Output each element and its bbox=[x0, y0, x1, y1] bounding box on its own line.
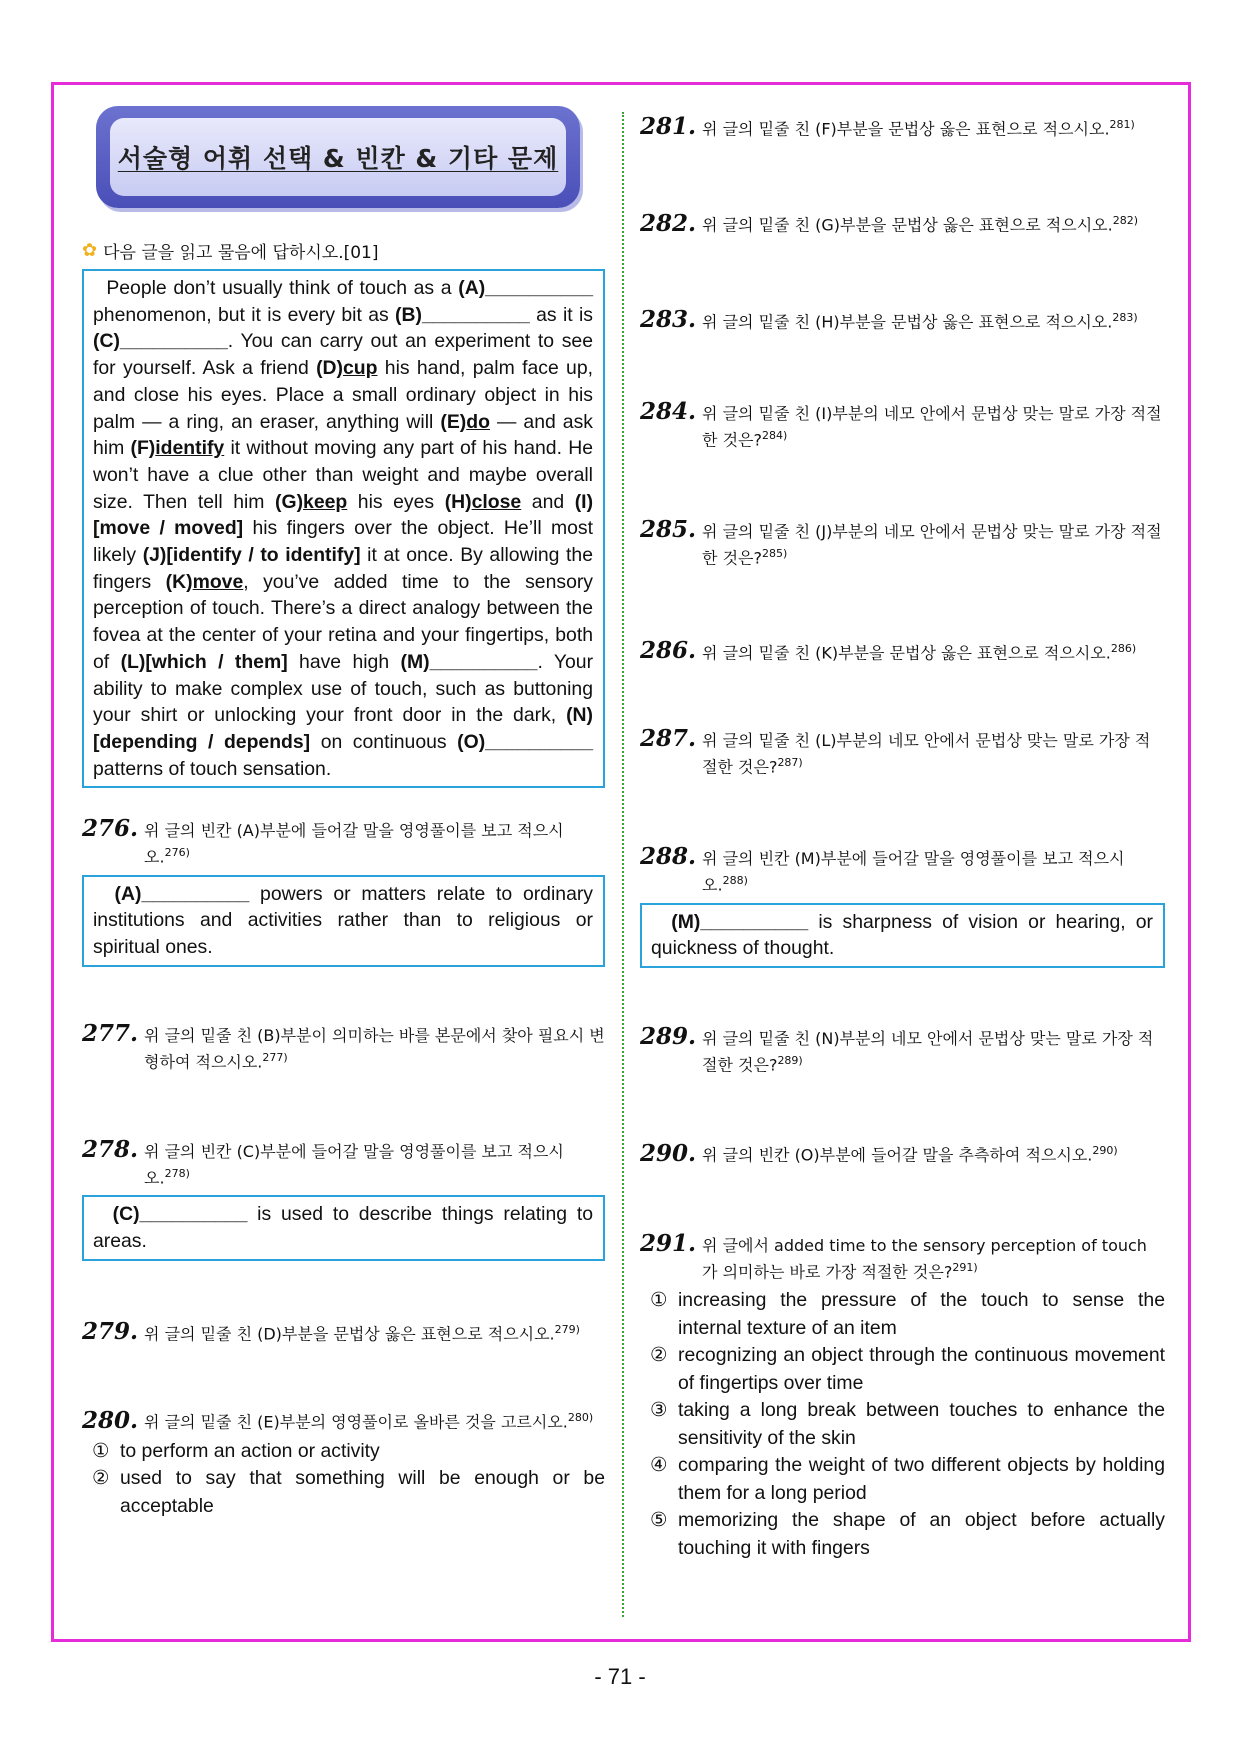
page-title: 서술형 어휘 선택 & 빈칸 & 기타 문제 bbox=[117, 144, 559, 173]
underline-e: (E)do bbox=[440, 410, 490, 433]
flower-icon: ✿ bbox=[82, 240, 98, 261]
instruction bbox=[82, 238, 605, 263]
passage-text: . Your ability to make complex use of touch, such as buttoning your shirt or unlocking your front door in the dark, bbox=[93, 650, 594, 727]
question-287: 287. 위 글의 밑줄 친 (L)부분의 네모 안에서 문법상 맞는 말로 가장 적절한 것은?$^{287)}$ bbox=[640, 724, 1151, 777]
passage-text: have high bbox=[287, 650, 390, 673]
q291-options bbox=[640, 1287, 1165, 1562]
choice-j: (J)[identify / to identify] bbox=[142, 544, 361, 567]
passage-box bbox=[82, 269, 605, 788]
choice-n: (N)[depending / depends] bbox=[93, 704, 593, 753]
instruction-text: 다음 글을 읽고 물음에 답하시오.[01] bbox=[103, 243, 379, 263]
q280-options bbox=[82, 1438, 605, 1521]
blank-o: (O)__________ bbox=[457, 730, 593, 753]
passage-text: , you’ve added time to the sensory perception of touch. There’s a direct analogy between the fovea at the center of your retina and your fingertips, both of bbox=[93, 570, 594, 673]
underline-g: (G)keep bbox=[275, 490, 348, 513]
passage-text: and bbox=[521, 490, 565, 513]
question-291: 291. 위 글에서 added time to the sensory perception of touch 가 의미하는 바로 가장 적절한 것은?$^{291)}$ bbox=[640, 1229, 1147, 1282]
blank-m: (M)__________ bbox=[400, 650, 538, 673]
question-276: 276. 위 글의 빈칸 (A)부분에 들어갈 말을 영영풀이를 보고 적으시오.$^{276)}$ bbox=[82, 815, 564, 867]
question-278: 278. 위 글의 빈칸 (C)부분에 들어갈 말을 영영풀이를 보고 적으시오.$^{278)}$ bbox=[82, 1136, 564, 1188]
question-288: 288. 위 글의 빈칸 (M)부분에 들어갈 말을 영영풀이를 보고 적으시오.$^{288)}$ bbox=[640, 843, 1125, 895]
passage-text: it without moving any part of his hand. He won’t have a clue other than weight and maybe overall size. Then tell him bbox=[93, 437, 593, 513]
passage-text: it at once. By allowing the fingers bbox=[93, 544, 593, 593]
question-279: 279. 위 글의 밑줄 친 (D)부분을 문법상 옳은 표현으로 적으시오.$^{279)}$ bbox=[82, 1318, 580, 1346]
question-285: 285. 위 글의 밑줄 친 (J)부분의 네모 안에서 문법상 맞는 말로 가장 적절한 것은?$^{285)}$ bbox=[640, 516, 1162, 568]
blank-c: (C)__________ bbox=[93, 330, 228, 353]
question-286: 286. 위 글의 밑줄 친 (K)부분을 문법상 옳은 표현으로 적으시오.$^{286)}$ bbox=[640, 636, 1137, 664]
passage-text: on continuous bbox=[310, 730, 447, 753]
option-1[interactable]: ① to perform an action or activity bbox=[92, 1439, 380, 1462]
passage-text: . You can carry out an experiment to see for yourself. Ask a friend bbox=[93, 330, 593, 380]
option-4[interactable]: ④ comparing the weight of two different objects by holding them for a long period bbox=[650, 1454, 1165, 1504]
passage-text: phenomenon, but it is every bit as bbox=[93, 303, 389, 326]
question-290: 290. 위 글의 빈칸 (O)부분에 들어갈 말을 추측하여 적으시오.$^{290)}$ bbox=[640, 1139, 1118, 1167]
definition-box-c: (C)__________ is used to describe things relating to areas. bbox=[82, 1195, 605, 1260]
question-282: 282. 위 글의 밑줄 친 (G)부분을 문법상 옳은 표현으로 적으시오.$^{282)}$ bbox=[640, 209, 1139, 237]
passage-text: his fingers over the object. He’ll most likely bbox=[93, 517, 593, 567]
definition-box-m: (M)__________ is sharpness of vision or hearing, or quickness of thought. bbox=[640, 903, 1165, 968]
definition-box-a: (A)__________ powers or matters relate to ordinary institutions and activities rather than to religious or spiritual ones. bbox=[82, 875, 605, 967]
choice-l: (L)[which / them] bbox=[120, 650, 288, 673]
passage-text: his eyes bbox=[347, 490, 435, 513]
passage-text: his hand, palm face up, and close his eyes. Place a small ordinary object in his palm — a ring, an eraser, anything will bbox=[93, 357, 594, 433]
question-281: 281. 위 글의 밑줄 친 (F)부분을 문법상 옳은 표현으로 적으시오.$^{281)}$ bbox=[640, 113, 1135, 141]
column-divider bbox=[622, 112, 624, 1617]
blank-b: (B)__________ bbox=[395, 303, 530, 326]
option-2[interactable]: ② used to say that something will be enough or be acceptable bbox=[92, 1467, 605, 1517]
title-banner-inner bbox=[110, 118, 566, 196]
page-number: - 71 - bbox=[594, 1664, 646, 1689]
question-283: 283. 위 글의 밑줄 친 (H)부분을 문법상 옳은 표현으로 적으시오.$^{283)}$ bbox=[640, 305, 1138, 333]
question-280: 280. 위 글의 밑줄 친 (E)부분의 영영풀이로 올바른 것을 고르시오.$^{280)}$ bbox=[82, 1406, 594, 1434]
option-5[interactable]: ⑤ memorizing the shape of an object before actually touching it with fingers bbox=[650, 1509, 1165, 1559]
left-column bbox=[82, 106, 605, 1520]
question-284: 284. 위 글의 밑줄 친 (I)부분의 네모 안에서 문법상 맞는 말로 가장 적절한 것은?$^{284)}$ bbox=[640, 397, 1162, 450]
underline-k: (K)move bbox=[165, 570, 244, 593]
passage-text: — and ask him bbox=[93, 410, 593, 460]
option-2[interactable]: ② recognizing an object through the continuous movement of fingertips over time bbox=[650, 1344, 1165, 1394]
passage-text: as it is bbox=[529, 303, 594, 326]
passage-text: People don’t usually think of touch as a bbox=[106, 277, 452, 299]
underline-h: (H)close bbox=[444, 490, 522, 513]
underline-d: (D)cup bbox=[316, 357, 378, 380]
option-3[interactable]: ③ taking a long break between touches to enhance the sensitivity of the skin bbox=[650, 1399, 1165, 1449]
option-1[interactable]: ① increasing the pressure of the touch to sense the internal texture of an item bbox=[650, 1289, 1165, 1339]
underline-f: (F)identify bbox=[130, 437, 225, 460]
blank-a: (A)__________ bbox=[458, 277, 594, 299]
question-289: 289. 위 글의 밑줄 친 (N)부분의 네모 안에서 문법상 맞는 말로 가장 적절한 것은?$^{289)}$ bbox=[640, 1023, 1154, 1075]
right-column bbox=[640, 106, 1165, 1562]
choice-i: (I)[move / moved] bbox=[93, 490, 594, 540]
question-277: 277. 위 글의 밑줄 친 (B)부분이 의미하는 바를 본문에서 찾아 필요시 변형하여 적으시오.$^{277)}$ bbox=[82, 1019, 605, 1072]
passage-text: patterns of touch sensation. bbox=[93, 757, 332, 780]
title-banner bbox=[96, 106, 580, 208]
